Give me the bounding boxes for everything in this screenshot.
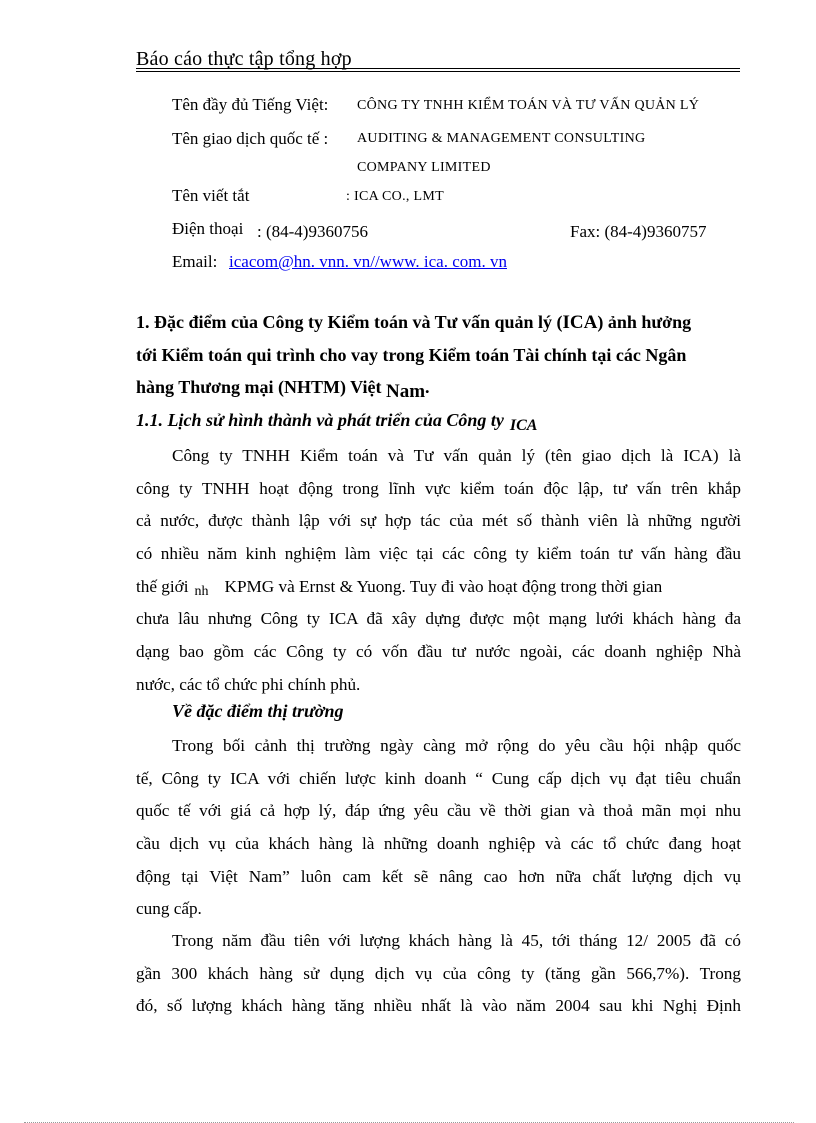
para2-line-5: động tại Việt Nam” luôn cam kết sẽ nâng cao hơn nữa chất lượng dịch vụ: [136, 866, 741, 886]
section-1-text-a: 1. Đặc điểm của Công ty Kiểm toán và Tư vấn quản lý (: [136, 312, 563, 332]
para1-line-5: [136, 571, 741, 604]
fax-value: Fax: (84-4)9360757: [570, 222, 707, 241]
para1-line-2: công ty TNHH hoạt động trong lĩnh vực kiểm toán độc lập, tư vấn trên khắp: [136, 478, 741, 498]
full-name-label: Tên đầy đủ Tiếng Việt:: [172, 95, 329, 114]
para1-text-b: KPMG và Ernst & Yuong. Tuy đi vào hoạt động trong thời gian: [224, 576, 663, 596]
intl-name-value-1: AUDITING & MANAGEMENT CONSULTING: [357, 131, 646, 146]
section-1-1-heading: [136, 410, 538, 434]
section-1-1-title: 1.1. Lịch sử hình thành và phát triển của Công ty: [136, 410, 504, 430]
section-1-text-c: hàng Thương mại (NHTM) Việt: [136, 377, 382, 397]
page-header-title: Báo cáo thực tập tổng hợp: [136, 48, 352, 70]
para3-line-3: đó, số lượng khách hàng tăng nhiều nhất là vào năm 2004 sau khi Nghị Định: [136, 996, 741, 1016]
section-1-heading-line-3: [136, 371, 741, 404]
paragraph-market: [136, 730, 741, 926]
para1-line-6: chưa lâu nhưng Công ty ICA đã xây dựng được một mạng lưới khách hàng đa: [136, 609, 741, 629]
section-1-1-ica: ICA: [509, 417, 538, 434]
para1-nh: nh: [194, 583, 209, 599]
intl-name-label: Tên giao dịch quốc tế :: [172, 129, 329, 148]
section-1-period: .: [425, 377, 430, 397]
para1-text-a: thế giới: [136, 576, 189, 596]
section-1-heading: [136, 306, 741, 404]
header-rule-bottom: [136, 71, 740, 72]
section-1-text-b: ) ảnh hưởng: [597, 312, 692, 332]
para3-line-2: gần 300 khách hàng sử dụng dịch vụ của công ty (tăng gần 566,7%). Trong: [136, 963, 741, 983]
paragraph-customers: [136, 925, 741, 1023]
para2-line-2: tế, Công ty ICA với chiến lược kinh doanh “ Cung cấp dịch vụ đạt tiêu chuẩn: [136, 768, 741, 788]
section-1-heading-line-1: [136, 306, 741, 339]
abbr-label: Tên viết tắt: [172, 186, 250, 205]
para1-line-1: Công ty TNHH Kiểm toán và Tư vấn quản lý (tên giao dịch là ICA) là: [172, 446, 741, 465]
market-subheading: Về đặc điểm thị trường: [172, 701, 344, 721]
para2-line-1: Trong bối cảnh thị trường ngày càng mở rộng do yêu cầu hội nhập quốc: [172, 736, 741, 755]
para3-line-1: Trong năm đầu tiên với lượng khách hàng là 45, tới tháng 12/ 2005 đã có: [172, 931, 741, 950]
full-name-value: CÔNG TY TNHH KIỂM TOÁN VÀ TƯ VẤN QUẢN LÝ: [357, 98, 700, 113]
intl-name-value-2: COMPANY LIMITED: [357, 160, 491, 175]
paragraph-history: [136, 440, 741, 702]
para2-line-6: cung cấp.: [136, 899, 202, 919]
header-rule-top: [136, 68, 740, 69]
para1-line-4: có nhiều năm kinh nghiệm làm việc tại các công ty kiểm toán tư vấn hàng đầu: [136, 544, 741, 564]
section-1-ica: ICA: [562, 312, 598, 333]
para2-line-4: cầu dịch vụ của khách hàng là những doanh nghiệp và các tổ chức đang hoạt: [136, 834, 741, 854]
section-1-heading-line-2: tới Kiểm toán qui trình cho vay trong Kiểm toán Tài chính tại các Ngân: [136, 345, 687, 365]
para1-line-3: cả nước, được thành lập với sự hợp tác của mét số thành viên là những người: [136, 511, 741, 531]
abbr-value: : ICA CO., LMT: [346, 189, 444, 204]
email-link[interactable]: icacom@hn. vnn. vn//www. ica. com. vn: [229, 252, 507, 271]
para1-line-7: dạng bao gồm các Công ty có vốn đầu tư nước ngoài, các doanh nghiệp Nhà: [136, 642, 741, 662]
email-label: Email:: [172, 252, 218, 271]
section-1-nam: Nam: [385, 381, 426, 402]
para1-line-8: nước, các tổ chức phi chính phủ.: [136, 674, 361, 694]
phone-value: : (84-4)9360756: [257, 222, 368, 241]
phone-label: Điện thoại: [172, 219, 244, 238]
para2-line-3: quốc tế với giá cả hợp lý, đáp ứng yêu cầu về thời gian và thoả mãn mọi nhu: [136, 801, 741, 821]
